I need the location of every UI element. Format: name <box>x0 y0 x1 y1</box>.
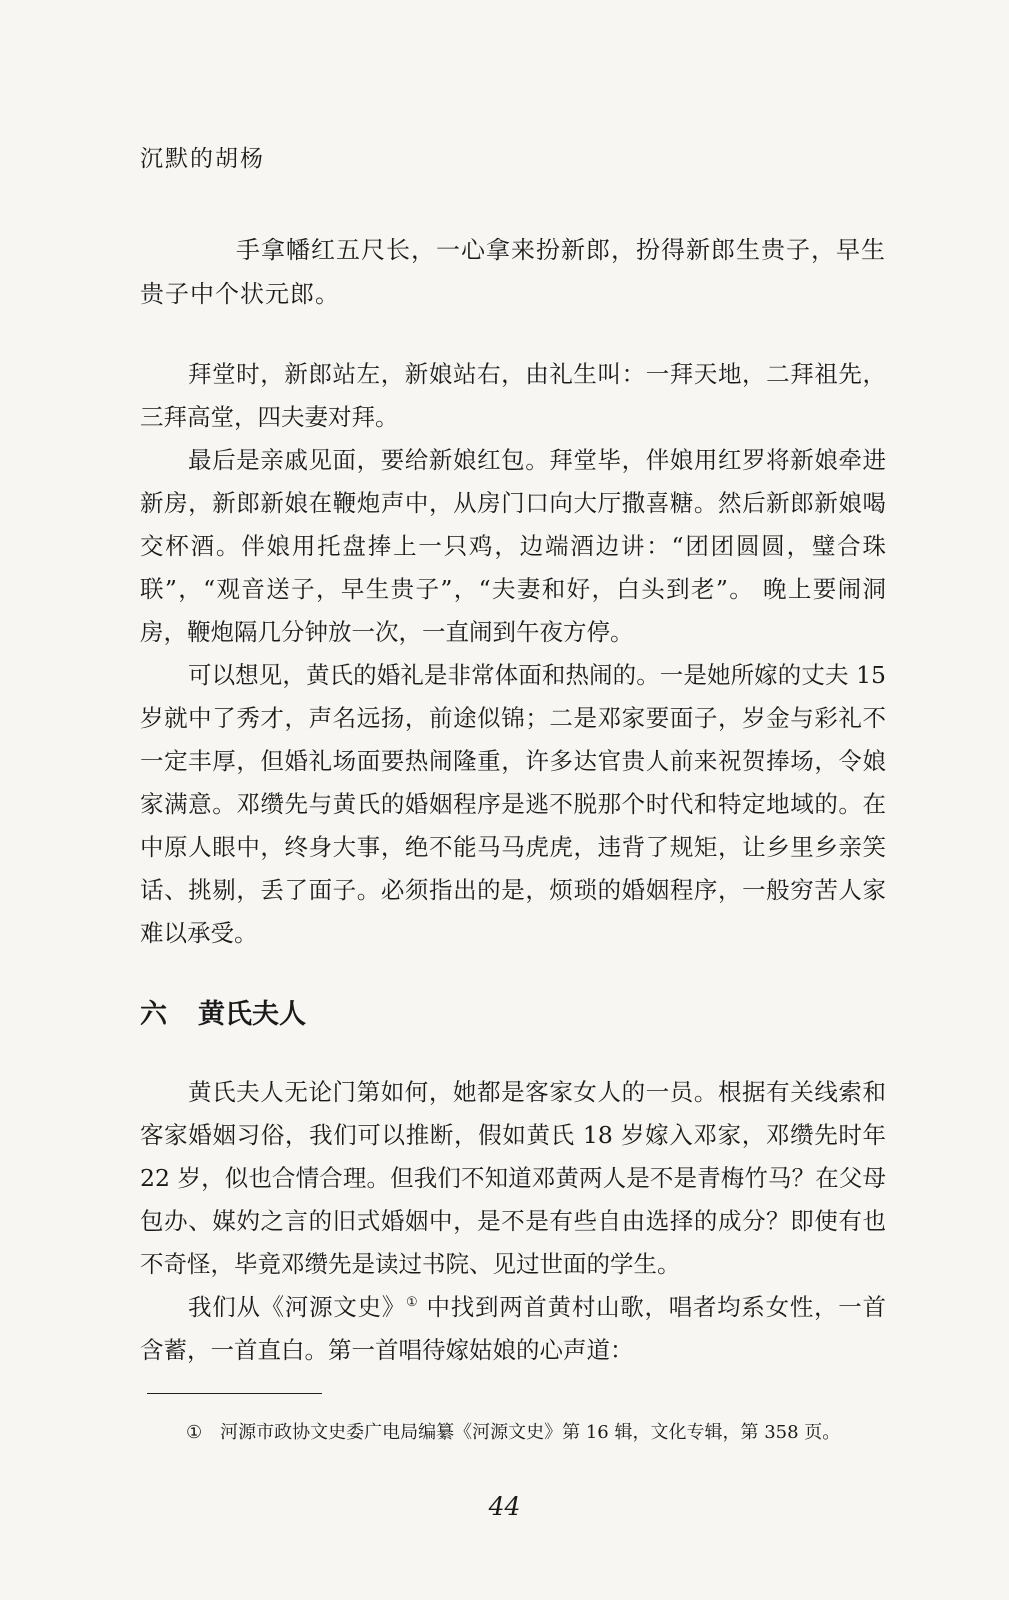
paragraph: 拜堂时，新郎站左，新娘站右，由礼生叫：一拜天地，二拜祖先，三拜高堂，四夫妻对拜。 <box>140 360 886 431</box>
paragraph-text-after: 中找到两首黄村山歌，唱者均系女性，一首含蓄，一首直白。第一首唱待嫁姑娘的心声道： <box>140 1293 886 1364</box>
paragraph: 可以想见，黄氏的婚礼是非常体面和热闹的。一是她所嫁的丈夫 15 岁就中了秀才，声名远扬，前途似锦；二是邓家要面子，岁金与彩礼不一定丰厚，但婚礼场面要热闹隆重，许多达官贵人前来祝贺捧场，令娘家满意。邓缵先与黄氏的婚姻程序是逃不脱那个时代和特定地域的。在中原人眼中，终身大事，绝不能马马虎虎，违背了规矩，让乡里乡亲笑话、挑剔，丢了面子。必须指出的是，烦琐的婚姻程序，一般穷苦人家难以承受。 <box>140 661 886 947</box>
section-heading <box>140 992 306 1031</box>
page-number: 44 <box>488 1492 521 1521</box>
section-number: 六 <box>140 999 167 1030</box>
body-text-2 <box>140 1071 886 1372</box>
footnote-divider <box>147 1393 322 1394</box>
paragraph: 黄氏夫人无论门第如何，她都是客家女人的一员。根据有关线索和客家婚姻习俗，我们可以推断，假如黄氏 18 岁嫁入邓家，邓缵先时年 22 岁，似也合情合理。但我们不知道邓黄两人是不是青梅竹马？在父母包办、媒妁之言的旧式婚姻中，是不是有些自由选择的成分？即使有也不奇怪，毕竟邓缵先是读过书院、见过世面的学生。 <box>140 1078 886 1278</box>
section-title: 黄氏夫人 <box>198 999 306 1030</box>
paragraph-text-before: 我们从《河源文史》 <box>188 1293 406 1321</box>
verse-block <box>140 228 886 316</box>
footnote-reference[interactable]: ① <box>405 1295 419 1311</box>
verse-text: 手拿幡红五尺长，一心拿来扮新郎，扮得新郎生贵子，早生贵子中个状元郎。 <box>140 236 886 308</box>
running-title: 沉默的胡杨 <box>140 146 265 172</box>
footnote-mark: ① <box>186 1422 203 1443</box>
footnote <box>186 1420 840 1446</box>
paragraph: 最后是亲戚见面，要给新娘红包。拜堂毕，伴娘用红罗将新娘牵进新房，新郎新娘在鞭炮声中，从房门口向大厅撒喜糖。然后新郎新娘喝交杯酒。伴娘用托盘捧上一只鸡，边端酒边讲：“团团圆圆，璧合珠联”，“观音送子，早生贵子”，“夫妻和好，白头到老”。 晚上要闹洞房，鞭炮隔几分钟放一次，一直闹到午夜方停。 <box>140 446 886 646</box>
footnote-text: 河源市政协文史委广电局编纂《河源文史》第 16 辑，文化专辑，第 358 页。 <box>220 1422 841 1443</box>
paragraph-with-footnote <box>140 1286 886 1372</box>
body-text-1 <box>140 353 886 955</box>
